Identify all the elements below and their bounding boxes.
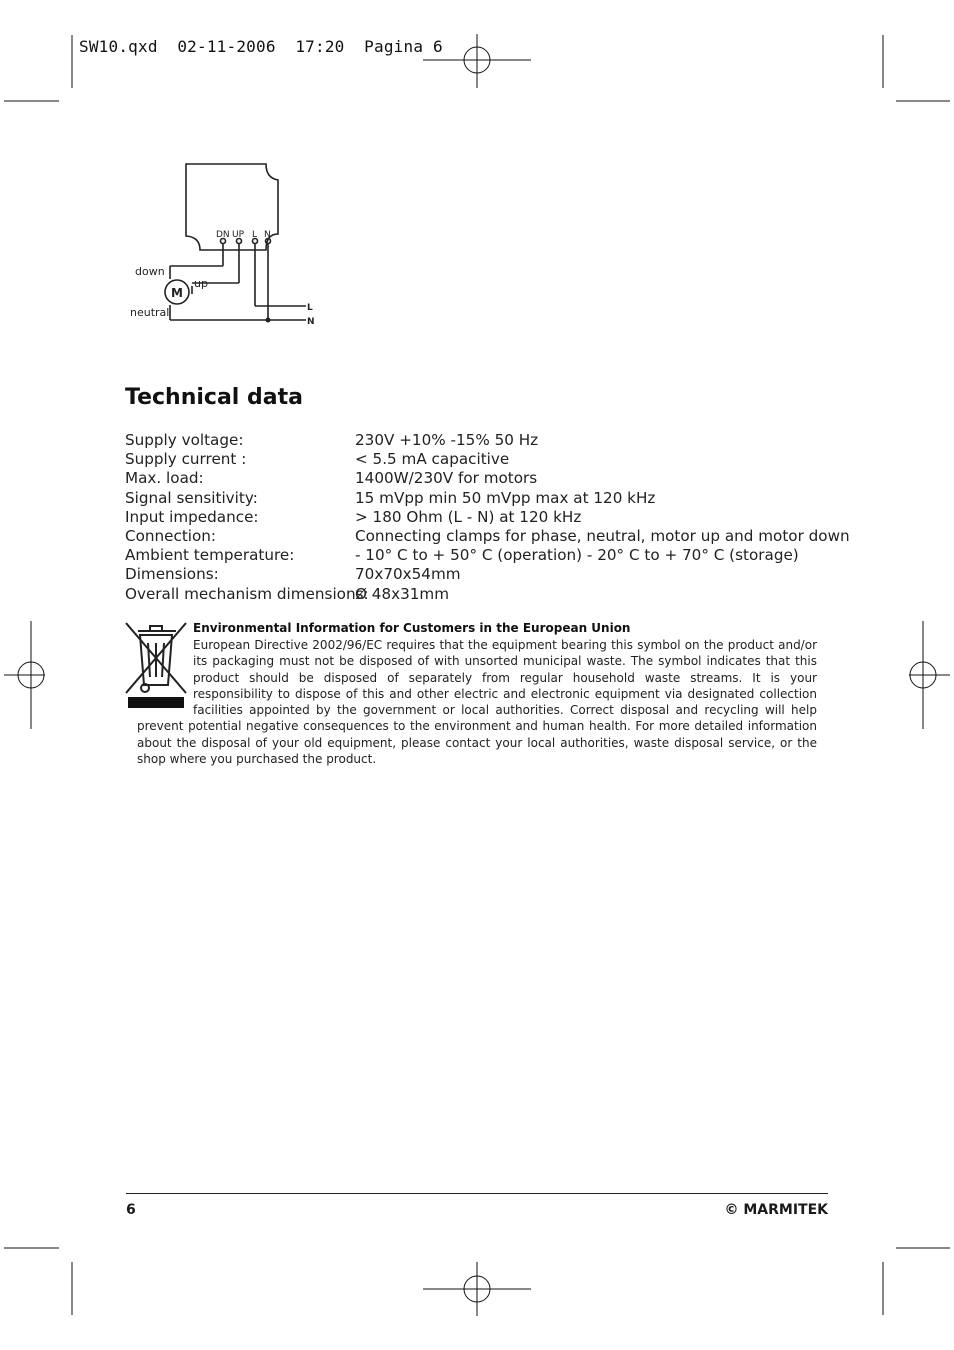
spec-label: Supply current : [125, 450, 247, 469]
spec-label: Dimensions: [125, 565, 219, 584]
line-n-label: N [307, 317, 315, 327]
spec-row [125, 565, 850, 584]
terminal-n-label: N [264, 230, 271, 240]
print-slug: SW10.qxd 02-11-2006 17:20 Pagina 6 [79, 37, 443, 56]
wiring-diagram [126, 160, 326, 332]
spec-row [125, 527, 850, 546]
spec-value: 15 mVpp min 50 mVpp max at 120 kHz [355, 488, 656, 507]
motor-label: M [171, 286, 183, 300]
section-heading: Technical data [125, 385, 303, 410]
down-label: down [135, 265, 165, 278]
footer-divider [126, 1193, 828, 1194]
spec-label: Ambient temperature: [125, 546, 295, 565]
spec-label: Supply voltage: [125, 431, 244, 449]
spec-row [125, 489, 850, 508]
spec-row [125, 508, 850, 527]
spec-value: < 5.5 mA capacitive [355, 450, 510, 469]
terminal-dn-label: DN [216, 230, 230, 240]
page-number: 6 [126, 1202, 136, 1218]
neutral-label: neutral [130, 306, 170, 319]
spec-list [125, 431, 850, 604]
terminal-l-label: L [252, 230, 258, 240]
spec-label: Input impedance: [125, 507, 259, 526]
spec-row [125, 546, 850, 565]
spec-label: Max. load: [125, 469, 204, 488]
environment-title: Environmental Information for Customers in the European Union [193, 621, 631, 635]
line-l-label: L [307, 303, 313, 313]
spec-value: - 10° C to + 50° C (operation) - 20° C to + 70° C (storage) [355, 546, 799, 565]
terminal-up-label: UP [232, 230, 245, 240]
spec-value: > 180 Ohm (L - N) at 120 kHz [355, 507, 582, 526]
up-label: up [194, 277, 208, 290]
environment-body: European Directive 2002/96/EC requires that the equipment bearing this symbol on the product and/or its packaging must not be disposed of with unsorted municipal waste. The symbol indicates that this product should be disposed of separately from regular household waste streams. It is your responsibility to dispose of this and other electric and electronic equipment via designated collection facilities appointed by the government or local authorities. Correct disposal and recycling will help prevent potential negative consequences to the environment and human health. For more detailed information about the disposal of your old equipment, please contact your local authorities, waste disposal service, or the shop where you purchased the product. [137, 638, 817, 767]
spec-value: 230V +10% -15% 50 Hz [355, 431, 539, 449]
spec-label: Overall mechanism dimensions: [125, 584, 369, 603]
spec-row [125, 431, 850, 450]
spec-label: Signal sensitivity: [125, 488, 258, 507]
spec-value: Ø 48x31mm [355, 584, 450, 603]
spec-value: 70x70x54mm [355, 565, 461, 584]
spec-value: 1400W/230V for motors [355, 469, 538, 488]
spec-row [125, 469, 850, 488]
spec-row [125, 585, 850, 604]
spec-row [125, 450, 850, 469]
spec-value: Connecting clamps for phase, neutral, motor up and motor down [355, 527, 850, 546]
footer-brand: © MARMITEK [724, 1202, 828, 1218]
spec-label: Connection: [125, 527, 217, 546]
